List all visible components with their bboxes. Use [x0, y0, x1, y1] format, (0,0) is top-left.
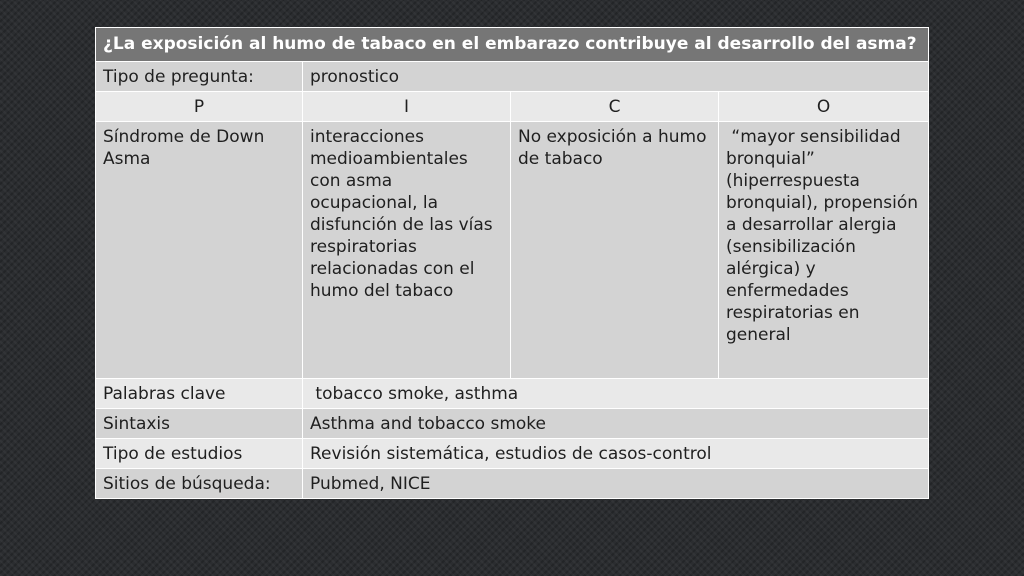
- search-sites-row: [96, 469, 929, 499]
- syntax-value: Asthma and tobacco smoke: [303, 409, 929, 439]
- keywords-row: [96, 379, 929, 409]
- pico-header-p: P: [96, 92, 303, 122]
- pico-header-i: I: [303, 92, 511, 122]
- search-sites-value: Pubmed, NICE: [303, 469, 929, 499]
- pico-value-c: No exposición a humo de tabaco: [511, 122, 719, 379]
- pico-table: [95, 27, 929, 499]
- pico-value-o: “mayor sensibilidad bronquial” (hiperrespuesta bronquial), propensión a desarrollar alergia (sensibilización alérgica) y enfermedades respiratorias en general: [719, 122, 929, 379]
- study-type-label: Tipo de estudios: [96, 439, 303, 469]
- question-type-value: pronostico: [303, 62, 929, 92]
- question-type-label: Tipo de pregunta:: [96, 62, 303, 92]
- study-type-value: Revisión sistemática, estudios de casos-control: [303, 439, 929, 469]
- pico-value-p: Síndrome de Down Asma: [96, 122, 303, 379]
- keywords-value: tobacco smoke, asthma: [303, 379, 929, 409]
- pico-header-o: O: [719, 92, 929, 122]
- keywords-label: Palabras clave: [96, 379, 303, 409]
- title-row: [96, 28, 929, 62]
- pico-value-i: interacciones medioambientales con asma ocupacional, la disfunción de las vías respiratorias relacionadas con el humo del tabaco: [303, 122, 511, 379]
- search-sites-label: Sitios de búsqueda:: [96, 469, 303, 499]
- study-type-row: [96, 439, 929, 469]
- question-title: ¿La exposición al humo de tabaco en el embarazo contribuye al desarrollo del asma?: [96, 28, 929, 62]
- question-type-row: [96, 62, 929, 92]
- syntax-label: Sintaxis: [96, 409, 303, 439]
- pico-values-row: [96, 122, 929, 379]
- pico-header-c: C: [511, 92, 719, 122]
- pico-header-row: [96, 92, 929, 122]
- syntax-row: [96, 409, 929, 439]
